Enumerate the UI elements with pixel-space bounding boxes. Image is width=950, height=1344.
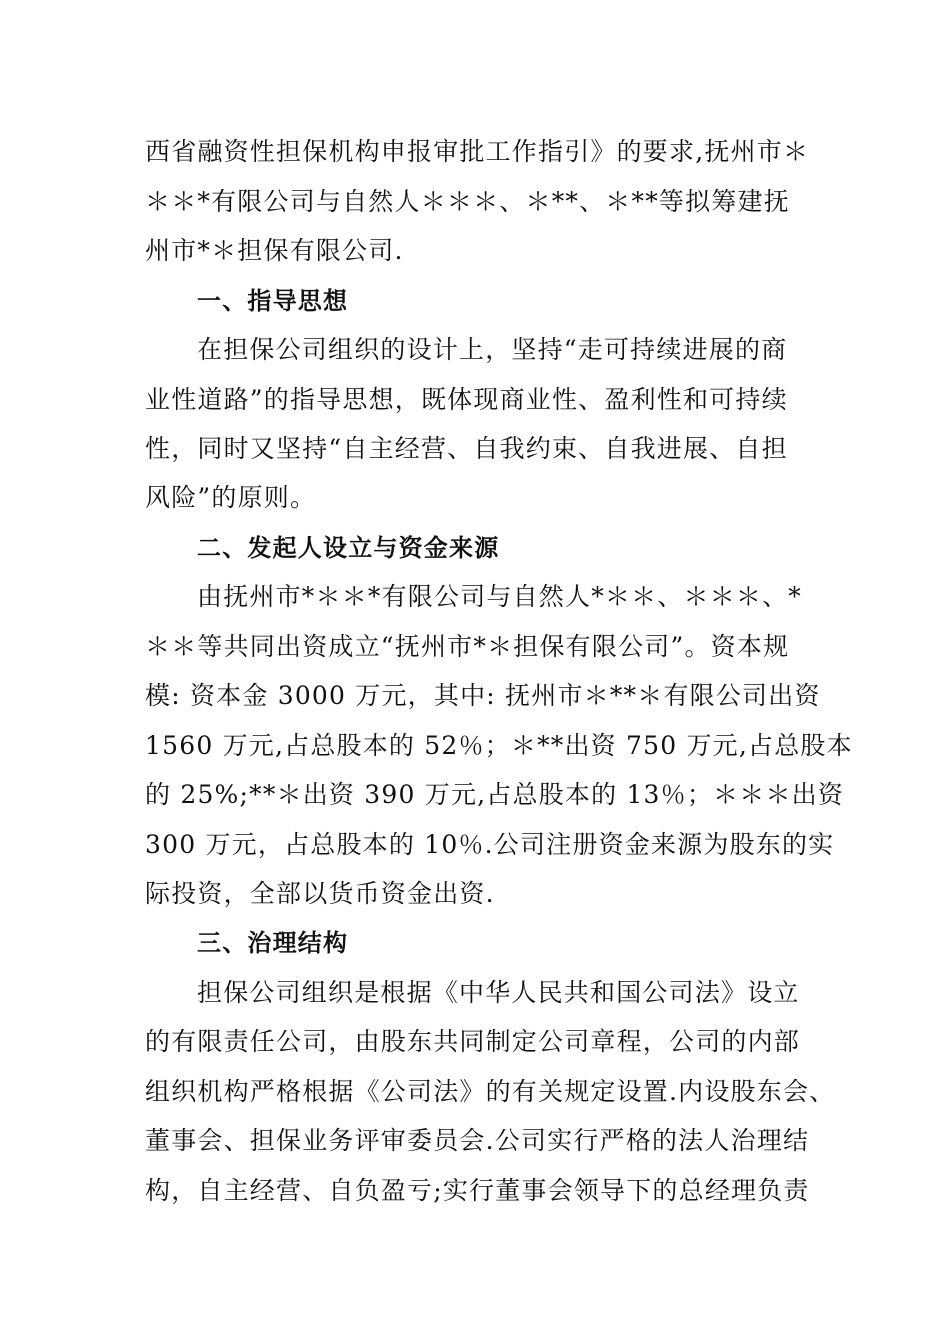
paragraph-4-line-5: 构，自主经营、自负盈亏;实行董事会领导下的总经理负责 [145,1176,810,1205]
paragraph-3-line-3: 模: 资本金 3000 万元，其中: 抚州市＊**＊有限公司出资 [145,681,821,710]
paragraph-1-line-2: ＊＊*有限公司与自然人＊＊＊、＊**、＊**等拟筹建抚 [145,187,790,216]
paragraph-2-line-4: 风险”的原则。 [145,483,317,512]
paragraph-2-line-2: 业性道路”的指导思想，既体现商业性、盈利性和可持续 [145,385,788,414]
paragraph-4-line-2: 的有限责任公司，由股东共同制定公司章程，公司的内部 [145,1027,801,1056]
section-heading-founders-and-funding: 二、发起人设立与资金来源 [197,534,500,562]
section-heading-governance-structure: 三、治理结构 [197,929,349,957]
paragraph-3-line-2: ＊＊等共同出资成立“抚州市*＊担保有限公司”。资本规 [145,632,790,661]
paragraph-3-line-1: 由抚州市*＊＊*有限公司与自然人*＊＊、＊＊＊、* [197,582,803,611]
paragraph-2-line-3: 性，同时又坚持“自主经营、自我约束、自我进展、自担 [145,434,788,463]
paragraph-2-line-1: 在担保公司组织的设计上，坚持“走可持续进展的商 [197,335,788,364]
paragraph-4-line-3: 组织机构严格根据《公司法》的有关规定设置.内设股东会、 [145,1077,836,1106]
paragraph-3-line-6: 300 万元，占总股本的 10％.公司注册资金来源为股东的实 [145,830,835,859]
paragraph-3-line-5: 的 25%;**＊出资 390 万元,占总股本的 13％；＊＊＊出资 [145,780,845,809]
paragraph-3-line-4: 1560 万元,占总股本的 52％；＊**出资 750 万元,占总股本 [145,731,853,760]
paragraph-4-line-1: 担保公司组织是根据《中华人民共和国公司法》设立 [197,978,800,1007]
section-heading-guiding-ideology: 一、指导思想 [197,287,349,315]
paragraph-4-line-4: 董事会、担保业务评审委员会.公司实行严格的法人治理结 [145,1126,810,1155]
paragraph-3-line-7: 际投资，全部以货币资金出资. [145,879,495,908]
paragraph-1-line-1: 西省融资性担保机构申报审批工作指引》的要求,抚州市＊ [145,137,810,166]
paragraph-1-line-3: 州市*＊担保有限公司. [145,236,404,265]
